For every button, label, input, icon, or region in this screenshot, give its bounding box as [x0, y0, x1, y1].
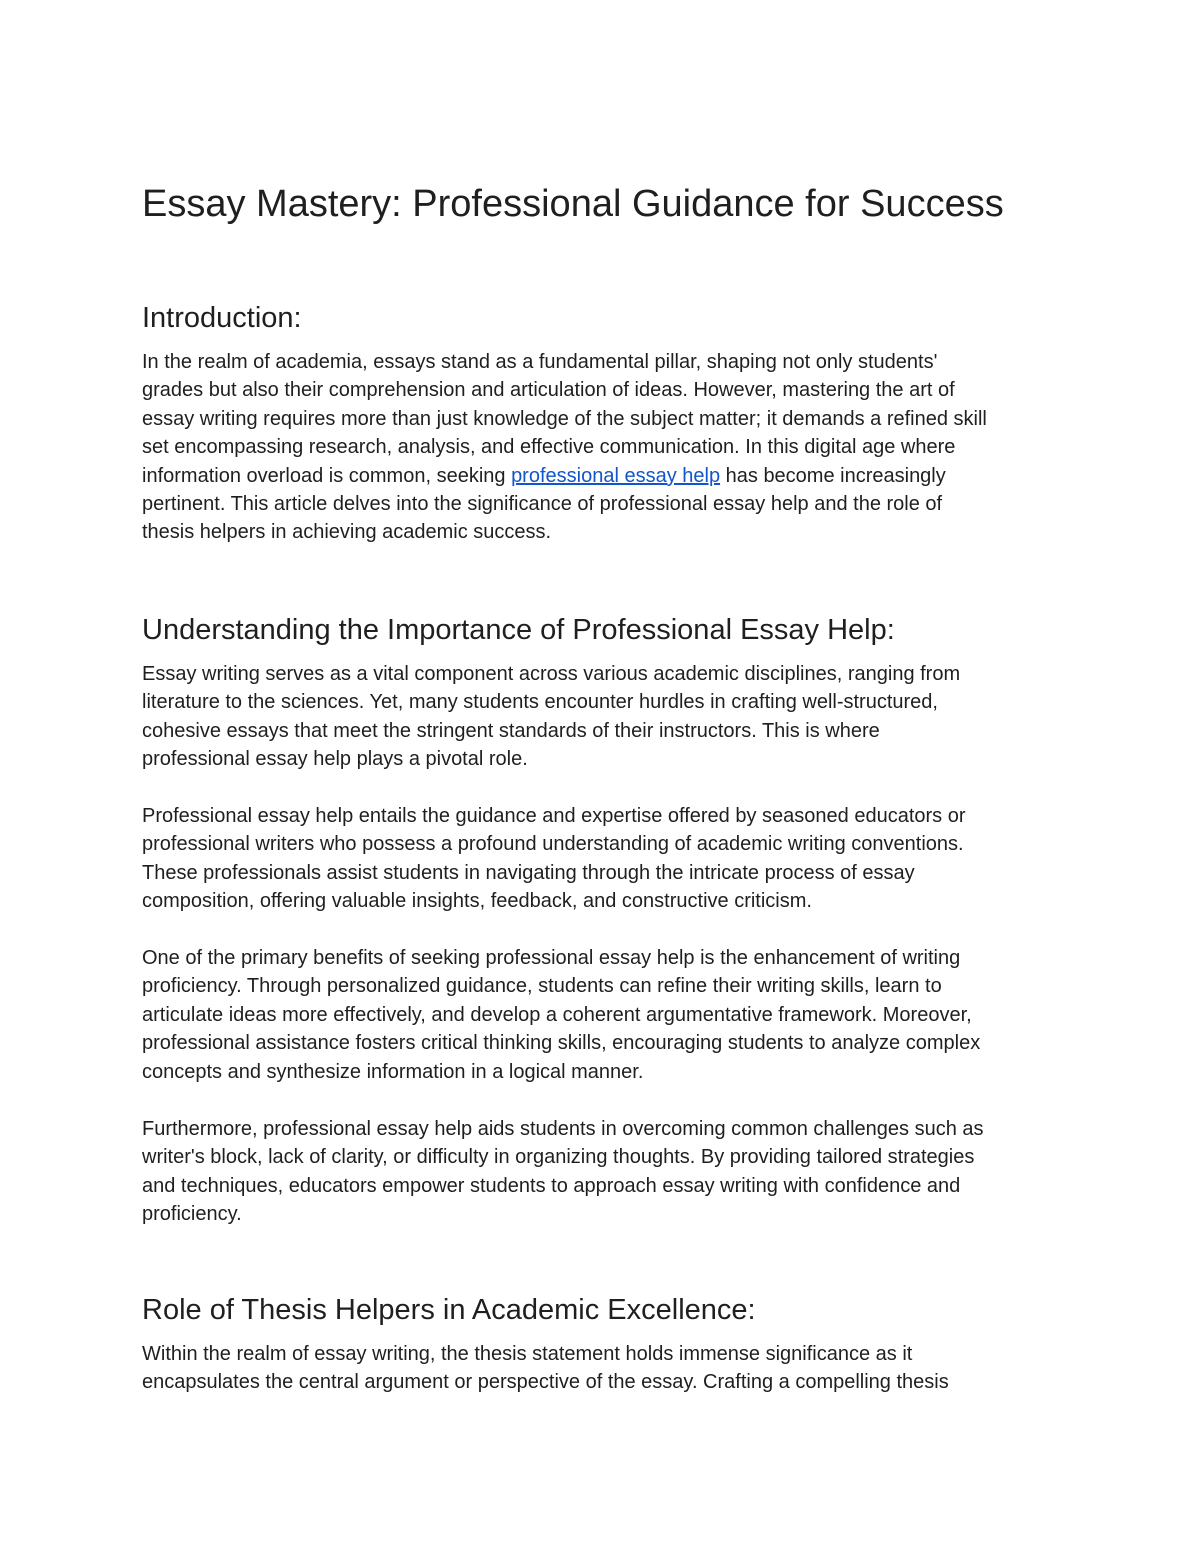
importance-p4-line-4: proficiency. [142, 1203, 242, 1226]
professional-essay-help-link[interactable]: professional essay help [511, 464, 721, 487]
thesis-p1-line-1: Within the realm of essay writing, the thesis statement holds immense significance as it [142, 1343, 913, 1365]
importance-paragraph-4 [142, 1115, 1062, 1229]
importance-p2-line-3: These professionals assist students in navigating through the intricate process of essay [142, 861, 915, 884]
importance-p3-line-3: articulate ideas more effectively, and develop a coherent argumentative framework. Moreover, [142, 1003, 972, 1026]
intro-line-2: grades but also their comprehension and articulation of ideas. However, mastering the art of [142, 379, 955, 402]
importance-p3-line-2: proficiency. Through personalized guidance, students can refine their writing skills, learn to [142, 975, 942, 998]
heading-introduction: Introduction: [142, 302, 302, 334]
importance-paragraph-3 [142, 944, 1062, 1086]
intro-line-4: set encompassing research, analysis, and effective communication. In this digital age where [142, 436, 956, 459]
intro-line-1: In the realm of academia, essays stand as a fundamental pillar, shaping not only students' [142, 351, 938, 373]
intro-line-7: thesis helpers in achieving academic success. [142, 521, 552, 544]
document-title: Essay Mastery: Professional Guidance for Success [142, 183, 1004, 225]
intro-line-3: essay writing requires more than just knowledge of the subject matter; it demands a refined skill [142, 407, 987, 430]
importance-p1-line-2: literature to the sciences. Yet, many students encounter hurdles in crafting well-structured, [142, 691, 938, 714]
importance-p1-line-3: cohesive essays that meet the stringent standards of their instructors. This is where [142, 719, 880, 742]
heading-importance: Understanding the Importance of Professional Essay Help: [142, 614, 895, 646]
importance-p2-line-2: professional writers who possess a profound understanding of academic writing conventions. [142, 833, 964, 856]
importance-paragraph-1 [142, 660, 1062, 774]
intro-line-6: pertinent. This article delves into the significance of professional essay help and the role of [142, 493, 943, 516]
importance-paragraph-2 [142, 802, 1062, 916]
heading-thesis-helpers: Role of Thesis Helpers in Academic Excellence: [142, 1294, 756, 1326]
importance-p4-line-1: Furthermore, professional essay help aids students in overcoming common challenges such as [142, 1118, 984, 1140]
importance-p4-line-3: and techniques, educators empower students to approach essay writing with confidence and [142, 1174, 961, 1197]
intro-line-5-after: has become increasingly [720, 464, 946, 487]
importance-p2-line-1: Professional essay help entails the guidance and expertise offered by seasoned educators or [142, 805, 966, 827]
importance-p1-line-1: Essay writing serves as a vital component across various academic disciplines, ranging from [142, 663, 961, 685]
intro-line-5 [142, 462, 1062, 490]
importance-p4-line-2: writer's block, lack of clarity, or difficulty in organizing thoughts. By providing tailored strategies [142, 1146, 975, 1169]
thesis-paragraph-1 [142, 1340, 1062, 1397]
importance-p3-line-5: concepts and synthesize information in a logical manner. [142, 1060, 644, 1083]
importance-p2-line-4: composition, offering valuable insights, feedback, and constructive criticism. [142, 890, 812, 913]
importance-p3-line-4: professional assistance fosters critical thinking skills, encouraging students to analyze complex [142, 1032, 981, 1055]
intro-paragraph [142, 348, 1062, 547]
intro-line-5-before: information overload is common, seeking [142, 464, 512, 487]
thesis-p1-line-2: encapsulates the central argument or perspective of the essay. Crafting a compelling thesis [142, 1371, 949, 1394]
importance-p3-line-1: One of the primary benefits of seeking professional essay help is the enhancement of writing [142, 947, 961, 969]
importance-p1-line-4: professional essay help plays a pivotal role. [142, 748, 528, 771]
